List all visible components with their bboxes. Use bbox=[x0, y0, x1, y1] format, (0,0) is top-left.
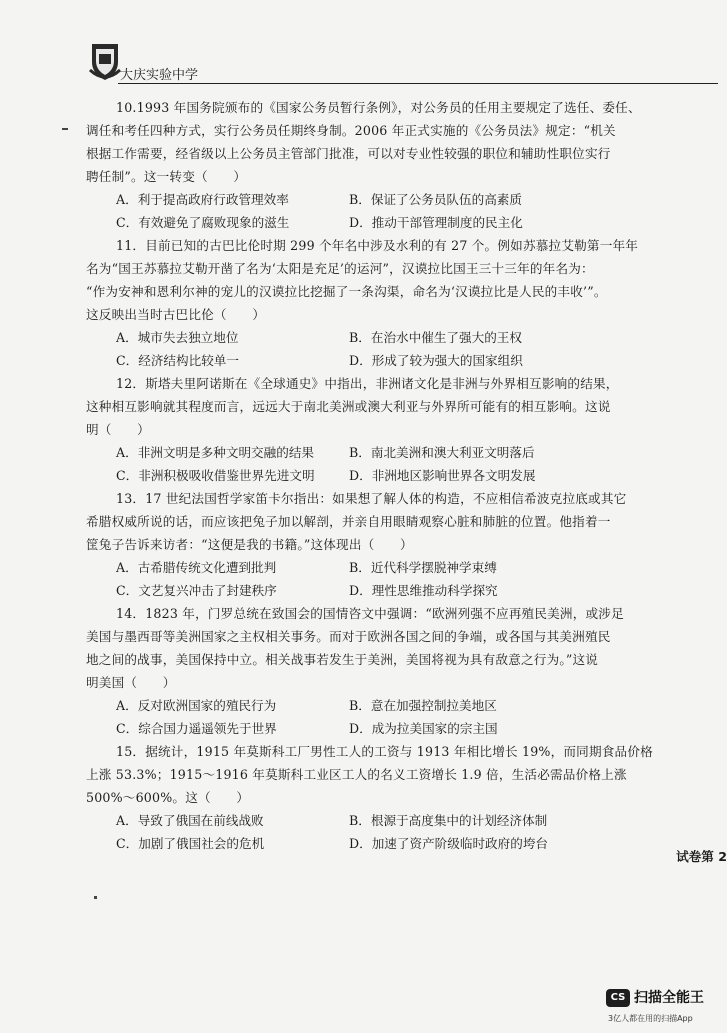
answer-option: C．文艺复兴冲击了封建秩序 bbox=[116, 583, 277, 598]
answer-option: A．反对欧洲国家的殖民行为 bbox=[116, 698, 277, 713]
options-row bbox=[86, 464, 661, 487]
question-stem-line: 地之间的战事，美国保持中立。相关战事若发生于美洲，美国将视为具有敌意之行为。”这说 bbox=[86, 652, 599, 667]
answer-option: C．综合国力遥遥领先于世界 bbox=[116, 721, 277, 736]
answer-option: A．导致了俄国在前线战败 bbox=[116, 813, 264, 828]
answer-option: D．推动干部管理制度的民主化 bbox=[349, 215, 523, 230]
question-stem-first-line: 15．据统计，1915 年莫斯科工厂男性工人的工资与 1913 年相比增长 19%，而同期食品价格 bbox=[116, 744, 653, 759]
questions-area bbox=[86, 96, 661, 855]
options-row bbox=[86, 188, 661, 211]
options-row bbox=[86, 441, 661, 464]
question-block bbox=[86, 234, 661, 372]
answer-option: A．利于提高政府行政管理效率 bbox=[116, 192, 289, 207]
question-stem-line: 明（ ） bbox=[86, 422, 150, 437]
answer-option: A．非洲文明是多种文明交融的结果 bbox=[116, 445, 315, 460]
options-row bbox=[86, 326, 661, 349]
scan-mark bbox=[94, 896, 97, 899]
answer-option: C．非洲积极吸收借鉴世界先进文明 bbox=[116, 468, 315, 483]
page-footer-label: 试卷第 2 bbox=[676, 849, 727, 864]
question-stem-first-line: 10.1993 年国务院颁布的《国家公务员暂行条例》，对公务员的任用主要规定了选任、委任、 bbox=[116, 100, 641, 115]
question-stem-line: “作为安神和恩利尔神的宠儿的汉谟拉比挖掘了一条沟渠，命名为‘汉谟拉比是人民的丰收’”。 bbox=[86, 284, 607, 299]
header-rule bbox=[118, 83, 718, 84]
camscanner-logo-icon: CS bbox=[606, 989, 630, 1007]
scan-mark bbox=[62, 128, 68, 130]
answer-option: D．理性思维推动科学探究 bbox=[349, 583, 498, 598]
question-stem-line: 调任和考任四种方式，实行公务员任期终身制。2006 年正式实施的《公务员法》规定：“机关 bbox=[86, 123, 616, 138]
answer-option: C．加剧了俄国社会的危机 bbox=[116, 836, 265, 851]
question-block bbox=[86, 96, 661, 234]
school-crest-icon bbox=[88, 40, 122, 82]
options-row bbox=[86, 349, 661, 372]
options-row bbox=[86, 717, 661, 740]
question-stem-line: 聘任制”。这一转变（ ） bbox=[86, 169, 247, 184]
question-stem-line: 希腊权威所说的话，而应该把兔子加以解剖，并亲自用眼睛观察心脏和肺脏的位置。他指着一 bbox=[86, 514, 611, 529]
question-stem-line: 美国与墨西哥等美洲国家之主权相关事务。而对于欧洲各国之间的争端，或各国与其美洲殖民 bbox=[86, 629, 611, 644]
options-row bbox=[86, 809, 661, 832]
page-header bbox=[88, 40, 708, 86]
question-stem-line: 这反映出当时古巴比伦（ ） bbox=[86, 307, 266, 322]
options-row bbox=[86, 694, 661, 717]
question-stem-first-line: 13．17 世纪法国哲学家笛卡尔指出：如果想了解人体的构造，不应相信希波克拉底或其它 bbox=[116, 491, 627, 506]
answer-option: D．非洲地区影响世界各文明发展 bbox=[349, 468, 536, 483]
answer-option: B．意在加强控制拉美地区 bbox=[349, 698, 497, 713]
scanner-title: 扫描全能王 bbox=[634, 990, 704, 1006]
scanner-watermark bbox=[606, 985, 727, 1033]
answer-option: A．古希腊传统文化遭到批判 bbox=[116, 560, 277, 575]
question-stem-line: 明美国（ ） bbox=[86, 675, 176, 690]
answer-option: D．形成了较为强大的国家组织 bbox=[349, 353, 523, 368]
school-name: 大庆实验中学 bbox=[120, 68, 199, 83]
answer-option: D．成为拉美国家的宗主国 bbox=[349, 721, 498, 736]
options-row bbox=[86, 556, 661, 579]
question-stem-line: 500%～600%。这（ ） bbox=[86, 790, 250, 805]
question-stem-first-line: 12．斯塔夫里阿诺斯在《全球通史》中指出，非洲诸文化是非洲与外界相互影响的结果， bbox=[116, 376, 619, 391]
question-stem-line: 根据工作需要，经省级以上公务员主管部门批准，可以对专业性较强的职位和辅助性职位实行 bbox=[86, 146, 611, 161]
question-block bbox=[86, 487, 661, 602]
answer-option: B．根源于高度集中的计划经济体制 bbox=[349, 813, 548, 828]
question-stem-line: 这种相互影响就其程度而言，远远大于南北美洲或澳大利亚与外界所可能有的相互影响。这说 bbox=[86, 399, 611, 414]
answer-option: B．保证了公务员队伍的高素质 bbox=[349, 192, 522, 207]
question-block bbox=[86, 602, 661, 740]
answer-option: A．城市失去独立地位 bbox=[116, 330, 239, 345]
answer-option: D．加速了资产阶级临时政府的垮台 bbox=[349, 836, 549, 851]
scanner-subtitle: 3亿人都在用的扫描App bbox=[608, 1014, 693, 1023]
answer-option: C．经济结构比较单一 bbox=[116, 353, 239, 368]
answer-option: B．近代科学摆脱神学束缚 bbox=[349, 560, 497, 575]
question-block bbox=[86, 740, 661, 855]
answer-option: C．有效避免了腐败现象的滋生 bbox=[116, 215, 290, 230]
question-stem-line: 筐兔子告诉来访者：“这便是我的书籍。”这体现出（ ） bbox=[86, 537, 413, 552]
question-block bbox=[86, 372, 661, 487]
options-row bbox=[86, 211, 661, 234]
question-stem-first-line: 14．1823 年，门罗总统在致国会的国情咨文中强调：“欧洲列强不应再殖民美洲，或涉足 bbox=[116, 606, 624, 621]
answer-option: B．南北美洲和澳大利亚文明落后 bbox=[349, 445, 535, 460]
question-stem-line: 上涨 53.3%；1915～1916 年莫斯科工业区工人的名义工资增长 1.9 倍，生活必需品价格上涨 bbox=[86, 767, 627, 782]
answer-option: B．在治水中催生了强大的王权 bbox=[349, 330, 522, 345]
options-row bbox=[86, 579, 661, 602]
options-row bbox=[86, 832, 661, 855]
question-stem-line: 名为“国王苏慕拉艾勒开凿了名为‘太阳是充足’的运河”，汉谟拉比国王三十三年的年名为： bbox=[86, 261, 594, 276]
question-stem-first-line: 11．目前已知的古巴比伦时期 299 个年名中涉及水利的有 27 个。例如苏慕拉艾勒第一年年 bbox=[116, 238, 639, 253]
